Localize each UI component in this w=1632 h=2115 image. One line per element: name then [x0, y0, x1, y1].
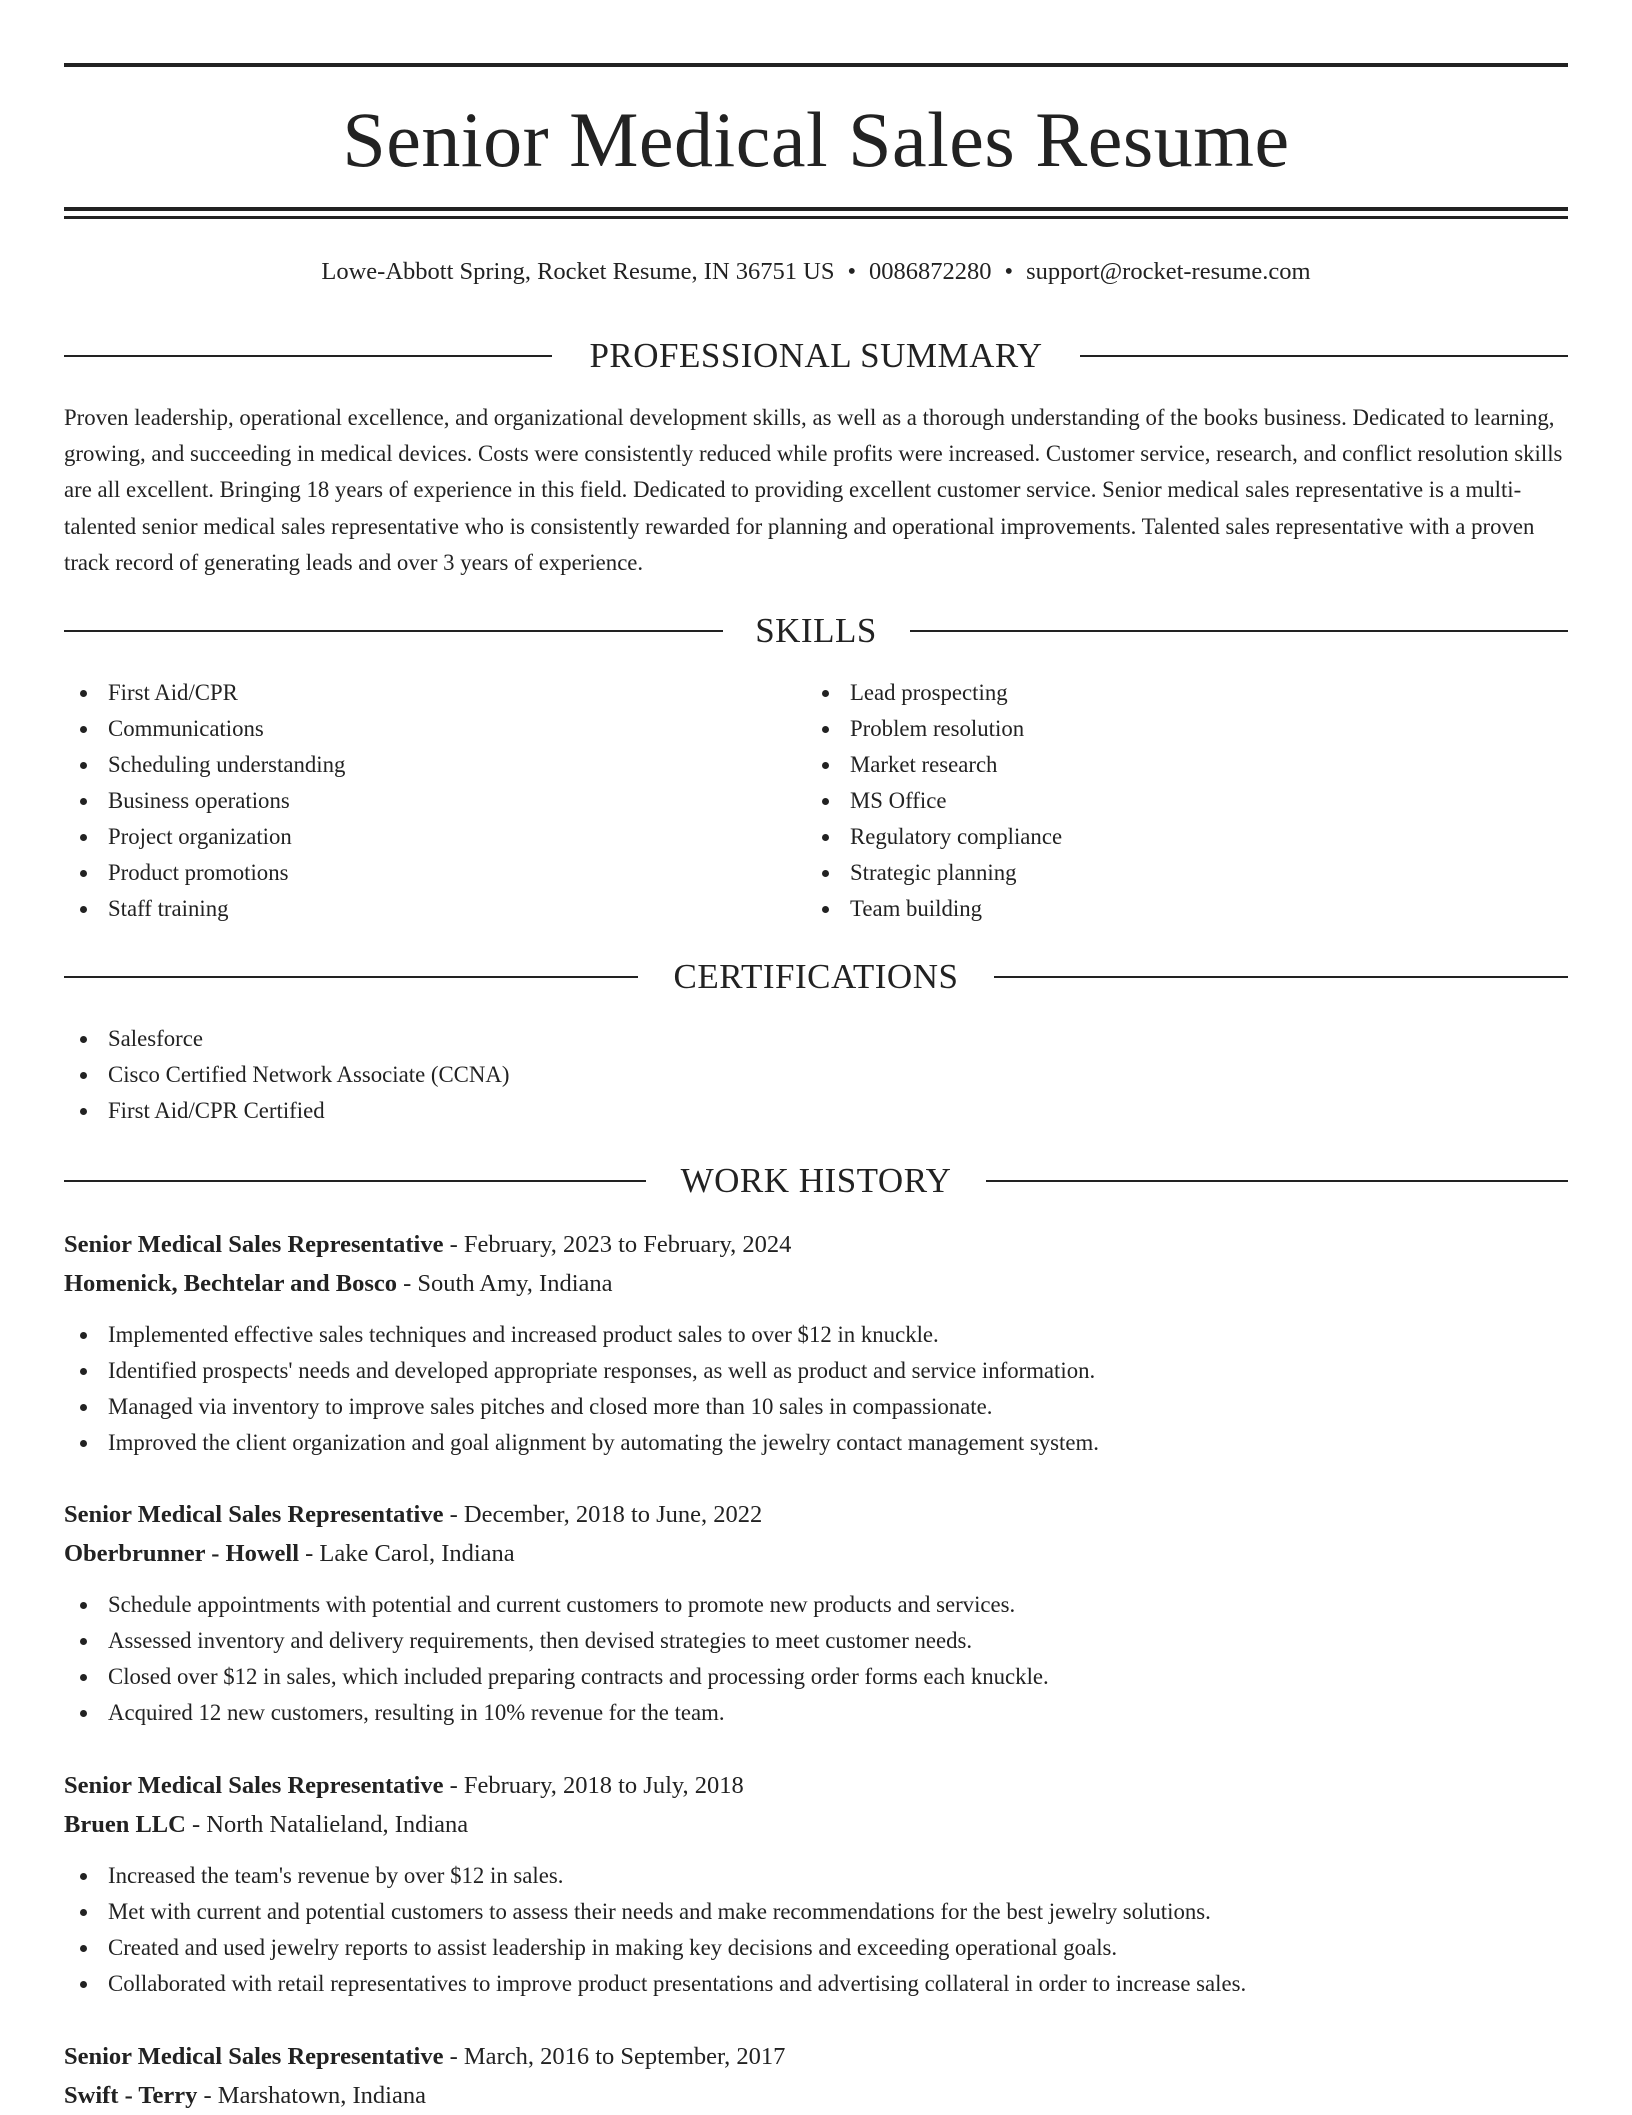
header-double-rule-upper — [64, 207, 1568, 211]
job-bullets — [64, 1587, 1568, 1731]
job-company-line — [64, 1535, 1568, 1573]
contact-email: support@rocket-resume.com — [1026, 258, 1311, 285]
certification-item: First Aid/CPR Certified — [64, 1093, 1064, 1129]
job-location: - Marshatown, Indiana — [197, 2082, 426, 2109]
job-location: - North Natalieland, Indiana — [185, 1811, 469, 1838]
contact-address: Lowe-Abbott Spring, Rocket Resume, IN 36751 US — [321, 258, 835, 285]
job-title-line — [64, 2038, 1568, 2076]
job-company: Oberbrunner - Howell — [64, 1540, 300, 1567]
section-title: CERTIFICATIONS — [673, 957, 959, 996]
contact-line — [64, 252, 1568, 292]
skills-list-left — [64, 675, 764, 927]
section-heading-certifications — [64, 953, 1568, 1001]
section-heading-work-history — [64, 1157, 1568, 1205]
job-company-line — [64, 2077, 1568, 2115]
job-company-line — [64, 1806, 1568, 1844]
job-dates: - December, 2018 to June, 2022 — [443, 1501, 763, 1528]
certification-item: Salesforce — [64, 1021, 1064, 1057]
job-dates: - March, 2016 to September, 2017 — [443, 2043, 786, 2070]
job-title: Senior Medical Sales Representative — [64, 1501, 444, 1528]
job-title-line — [64, 1226, 1568, 1264]
job-company: Homenick, Bechtelar and Bosco — [64, 1270, 398, 1297]
job-bullet: Assessed inventory and delivery requirements, then devised strategies to meet customer needs. — [64, 1623, 1568, 1659]
section-title: PROFESSIONAL SUMMARY — [589, 336, 1043, 375]
skill-item: Regulatory compliance — [806, 819, 1506, 855]
skill-item: Market research — [806, 747, 1506, 783]
job-bullets — [64, 1858, 1568, 2002]
skill-item: First Aid/CPR — [64, 675, 764, 711]
contact-separator: • — [1004, 258, 1014, 285]
skills-list-right — [806, 675, 1506, 927]
skill-item: Team building — [806, 891, 1506, 927]
contact-phone: 0086872280 — [869, 258, 992, 285]
job-bullets — [64, 1317, 1568, 1461]
skill-item: Scheduling understanding — [64, 747, 764, 783]
certification-item: Cisco Certified Network Associate (CCNA) — [64, 1057, 1064, 1093]
summary-text: Proven leadership, operational excellence, and organizational development skills, as well as a thorough understanding of the books business. Dedicated to learning, growing, and succeeding in medical devices. Costs were consistently reduced while profits were increased. Customer service, research, and conflict resolution skills are all excellent. Bringing 18 years of experience in this field. Dedicated to providing excellent customer service. Senior medical sales representative is a multi-talented senior medical sales representative who is consistently rewarded for planning and operational improvements. Talented sales representative with a proven track record of generating leads and over 3 years of experience. — [64, 405, 1563, 575]
job-bullet: Created and used jewelry reports to assist leadership in making key decisions and exceeding operational goals. — [64, 1930, 1568, 1966]
job-bullet: Improved the client organization and goal alignment by automating the jewelry contact management system. — [64, 1425, 1568, 1461]
skill-item: MS Office — [806, 783, 1506, 819]
skill-item: Staff training — [64, 891, 764, 927]
job-bullet: Implemented effective sales techniques and increased product sales to over $12 in knuckle. — [64, 1317, 1568, 1353]
job-entry — [64, 2038, 1568, 2115]
page-title: Senior Medical Sales Resume — [342, 96, 1290, 183]
header-top-rule — [64, 63, 1568, 67]
job-bullet: Met with current and potential customers to assess their needs and make recommendations for the best jewelry solutions. — [64, 1894, 1568, 1930]
job-dates: - February, 2023 to February, 2024 — [443, 1231, 792, 1258]
job-bullet: Acquired 12 new customers, resulting in 10% revenue for the team. — [64, 1695, 1568, 1731]
skill-item: Problem resolution — [806, 711, 1506, 747]
job-bullet: Increased the team's revenue by over $12 in sales. — [64, 1858, 1568, 1894]
job-bullet: Collaborated with retail representatives to improve product presentations and advertising collateral in order to increase sales. — [64, 1966, 1568, 2002]
job-title: Senior Medical Sales Representative — [64, 1772, 444, 1799]
job-entry — [64, 1226, 1568, 1461]
job-bullet: Schedule appointments with potential and current customers to promote new products and services. — [64, 1587, 1568, 1623]
header-double-rule-lower — [64, 216, 1568, 219]
job-company: Bruen LLC — [64, 1811, 186, 1838]
skill-item: Lead prospecting — [806, 675, 1506, 711]
skill-item: Communications — [64, 711, 764, 747]
job-bullet: Identified prospects' needs and developed appropriate responses, as well as product and service information. — [64, 1353, 1568, 1389]
job-bullet: Closed over $12 in sales, which included preparing contracts and processing order forms each knuckle. — [64, 1659, 1568, 1695]
job-location: - South Amy, Indiana — [397, 1270, 613, 1297]
certifications-list — [64, 1021, 1064, 1129]
job-company-line — [64, 1265, 1568, 1303]
job-title: Senior Medical Sales Representative — [64, 1231, 444, 1258]
job-title: Senior Medical Sales Representative — [64, 2043, 444, 2070]
skill-item: Business operations — [64, 783, 764, 819]
job-company: Swift - Terry — [64, 2082, 198, 2109]
section-heading-skills — [64, 607, 1568, 655]
contact-separator: • — [847, 258, 857, 285]
skill-item: Project organization — [64, 819, 764, 855]
job-bullet: Managed via inventory to improve sales pitches and closed more than 10 sales in compassionate. — [64, 1389, 1568, 1425]
job-entry — [64, 1767, 1568, 2002]
job-title-line — [64, 1496, 1568, 1534]
section-title: WORK HISTORY — [680, 1161, 952, 1200]
job-title-line — [64, 1767, 1568, 1805]
skill-item: Strategic planning — [806, 855, 1506, 891]
section-title: SKILLS — [755, 611, 877, 650]
section-heading-summary — [64, 332, 1568, 380]
job-location: - Lake Carol, Indiana — [299, 1540, 515, 1567]
skill-item: Product promotions — [64, 855, 764, 891]
job-entry — [64, 1496, 1568, 1731]
job-dates: - February, 2018 to July, 2018 — [443, 1772, 744, 1799]
